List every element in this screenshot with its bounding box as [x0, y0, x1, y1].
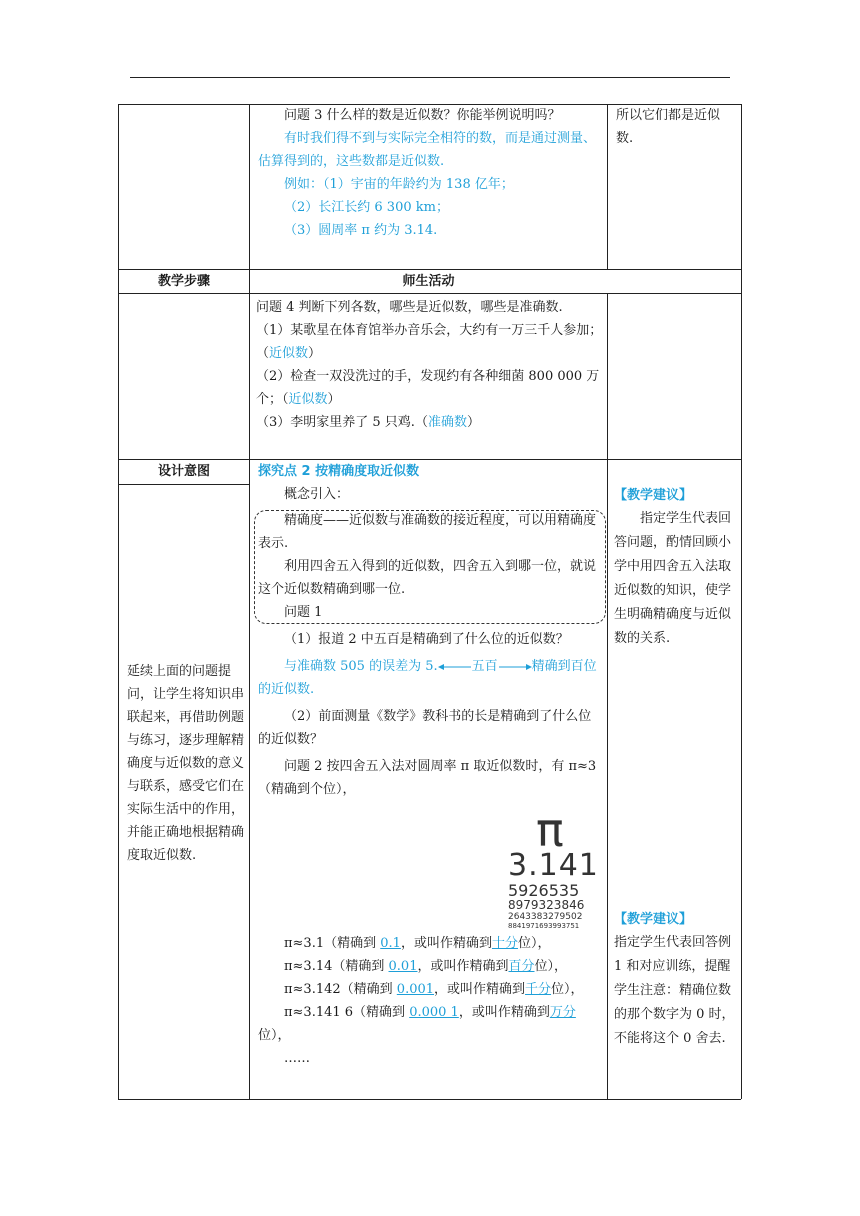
item-1: （1）某歌星在体育馆举办音乐会，大约有一万三千人参加；（近似数） [256, 323, 603, 361]
row1-activity [258, 104, 602, 242]
item-1-answer: 近似数 [269, 346, 309, 361]
column-divider [607, 104, 608, 269]
problem-1a: （1）报道 2 中五百是精确到了什么位的近似数？ [284, 632, 569, 647]
row2-activity [256, 296, 604, 434]
item-2: （2）检查一双没洗过的手，发现约有各种细菌 800 000 万个；（近似数） [256, 369, 600, 407]
approx-4: π≈3.141 6（精确到 0.000 1，或叫作精确到万分位）， [258, 1005, 576, 1043]
suggestion-2-title: 【教学建议】 [614, 912, 693, 927]
problem-1-answer: 与准确数 505 的误差为 5. 五百 精确到百位的近似数. [258, 659, 597, 697]
table-border-right [741, 104, 742, 1099]
arrow-left-icon [438, 663, 472, 671]
concept-intro: 概念引入： [284, 487, 350, 502]
pi-digits-line: 3.141 [508, 848, 599, 883]
pi-digits-line: 8841971693993751 [508, 922, 580, 930]
pi-digits-line: 5926535 [508, 881, 580, 900]
row1-note [616, 104, 734, 150]
section-title: 探究点 2 按精确度取近似数 [258, 464, 420, 479]
column-divider [607, 293, 608, 1099]
problem-1: 问题 1 [284, 605, 323, 620]
example-1: 例如：（1）宇宙的年龄约为 138 亿年； [284, 177, 514, 192]
problem-1c: （2）前面测量《数学》教科书的长是精确到了什么位的近似数？ [258, 709, 592, 747]
approx-2: π≈3.14（精确到 0.01，或叫作精确到百分位）， [284, 959, 568, 974]
approx-3: π≈3.142（精确到 0.001，或叫作精确到千分位）， [284, 982, 584, 997]
example-2: （2）长江长约 6 300 km； [284, 200, 449, 215]
suggestion-1-text: 指定学生代表回答问题，酌情回顾小学中用四舍五入法取近似数的知识，使学生明确精确度与近似数的关系. [614, 511, 732, 646]
example-3: （3）圆周率 π 约为 3.14. [284, 223, 438, 238]
row-divider [118, 484, 249, 485]
column-divider [249, 104, 250, 1099]
note-text: 所以它们都是近似数. [616, 108, 721, 146]
item-2-answer: 近似数 [288, 392, 328, 407]
approx-1: π≈3.1（精确到 0.1，或叫作精确到十分位）， [284, 936, 551, 951]
header-activities: 师生活动 [402, 274, 455, 289]
arrow-right-icon [498, 663, 532, 671]
design-intent-text: 延续上面的问题提问，让学生将知识串联起来，再借助例题与练习，逐步理解精确度与近似数的意义与联系，感受它们在实际生活中的作用，并能正确地根据精确度取近似数. [127, 664, 245, 863]
suggestion-2 [614, 908, 736, 1051]
ellipsis: …… [284, 1051, 310, 1066]
header-teaching-steps: 教学步骤 [157, 274, 210, 289]
pi-digits-line: 8979323846 [508, 898, 585, 912]
item-3: （3）李明家里养了 5 只鸡.（准确数） [256, 415, 480, 430]
concept-2: 利用四舍五入得到的近似数，四舍五入到哪一位，就说这个近似数精确到哪一位. [258, 559, 597, 597]
suggestion-1-title: 【教学建议】 [614, 488, 693, 503]
pi-digits-image [508, 803, 604, 934]
problem-2: 问题 2 按四舍五入法对圆周率 π 取近似数时，有 π≈3（精确到个位）， [258, 759, 597, 797]
table-border-bottom [118, 1099, 741, 1100]
pi-digits-line: 2643383279502 [508, 912, 583, 922]
concept-highlight-box [254, 510, 606, 624]
suggestion-1 [614, 484, 736, 651]
header-rule [130, 77, 730, 78]
row-divider [118, 293, 741, 294]
question-4: 问题 4 判断下列各数，哪些是近似数，哪些是准确数. [256, 300, 563, 315]
answer-text: 有时我们得不到与实际完全相符的数，而是通过测量、估算得到的，这些数都是近似数. [258, 131, 597, 169]
pi-symbol: π [536, 803, 564, 857]
suggestion-2-text: 指定学生代表回答例 1 和对应训练，提醒学生注意：精确位数的那个数字为 0 时，不能将这个 0 舍去. [614, 935, 735, 1046]
pi-approximations [258, 932, 604, 1070]
question-3: 问题 3 什么样的数是近似数？你能举例说明吗？ [284, 108, 561, 123]
table-border-left [118, 104, 119, 1099]
item-3-answer: 准确数 [427, 415, 467, 430]
concept-1: 精确度——近似数与准确数的接近程度，可以用精确度表示. [258, 513, 597, 551]
design-intent-label: 设计意图 [157, 464, 210, 479]
